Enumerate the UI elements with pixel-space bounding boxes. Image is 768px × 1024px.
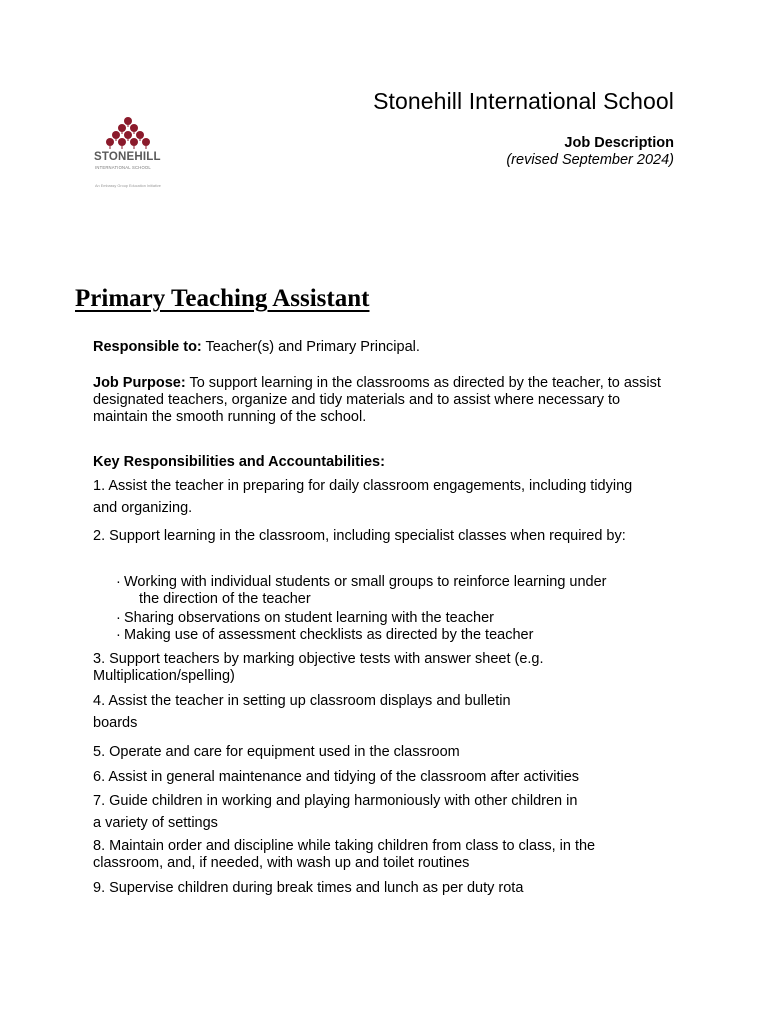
list-item: 8. Maintain order and discipline while taking children from class to class, in the classroom, and, if needed, with wash up and toilet routines — [93, 838, 596, 871]
revision-date: (revised September 2024) — [506, 152, 674, 168]
list-item: 2. Support learning in the classroom, including specialist classes when required by: — [93, 528, 626, 544]
list-item: 9. Supervise children during break times and lunch as per duty rota — [93, 880, 524, 896]
logo-wordmark: STONEHILL — [94, 151, 161, 163]
school-logo — [94, 116, 170, 192]
bullet-item: · Sharing observations on student learning with the teacher — [116, 610, 494, 626]
list-item: 1. Assist the teacher in preparing for daily classroom engagements, including tidying and organizing. — [93, 478, 633, 516]
key-responsibilities-heading: Key Responsibilities and Accountabilities: — [93, 454, 385, 470]
list-item: 5. Operate and care for equipment used in the classroom — [93, 744, 460, 760]
responsible-label: Responsible to: — [93, 339, 202, 355]
list-item: 4. Assist the teacher in setting up classroom displays and bulletin boards — [93, 693, 511, 731]
bullet-item: · Working with individual students or small groups to reinforce learning under the direction of the teacher — [116, 574, 607, 607]
page-title: Primary Teaching Assistant — [75, 285, 370, 312]
job-purpose — [93, 375, 673, 426]
school-name: Stonehill International School — [373, 88, 674, 114]
job-purpose-label: Job Purpose: — [93, 375, 186, 391]
tree-cluster-icon — [94, 116, 170, 150]
document-type: Job Description — [564, 135, 674, 151]
bullet-item: · Making use of assessment checklists as directed by the teacher — [116, 627, 534, 643]
logo-subtitle: INTERNATIONAL SCHOOL — [95, 165, 151, 170]
responsible-to — [93, 339, 693, 356]
list-item: 6. Assist in general maintenance and tidying of the classroom after activities — [93, 769, 580, 785]
responsible-text: Teacher(s) and Primary Principal. — [205, 339, 420, 355]
list-item: 7. Guide children in working and playing harmoniously with other children in a variety of settings — [93, 793, 578, 831]
logo-tagline: An Embassy Group Education Initiative — [95, 184, 161, 188]
job-purpose-text: To support learning in the classrooms as directed by the teacher, to assist designated teachers, organize and tidy materials and to assist where necessary to maintain the smooth running of the school. — [93, 375, 661, 425]
list-item: 3. Support teachers by marking objective tests with answer sheet (e.g. Multiplication/spelling) — [93, 651, 544, 684]
